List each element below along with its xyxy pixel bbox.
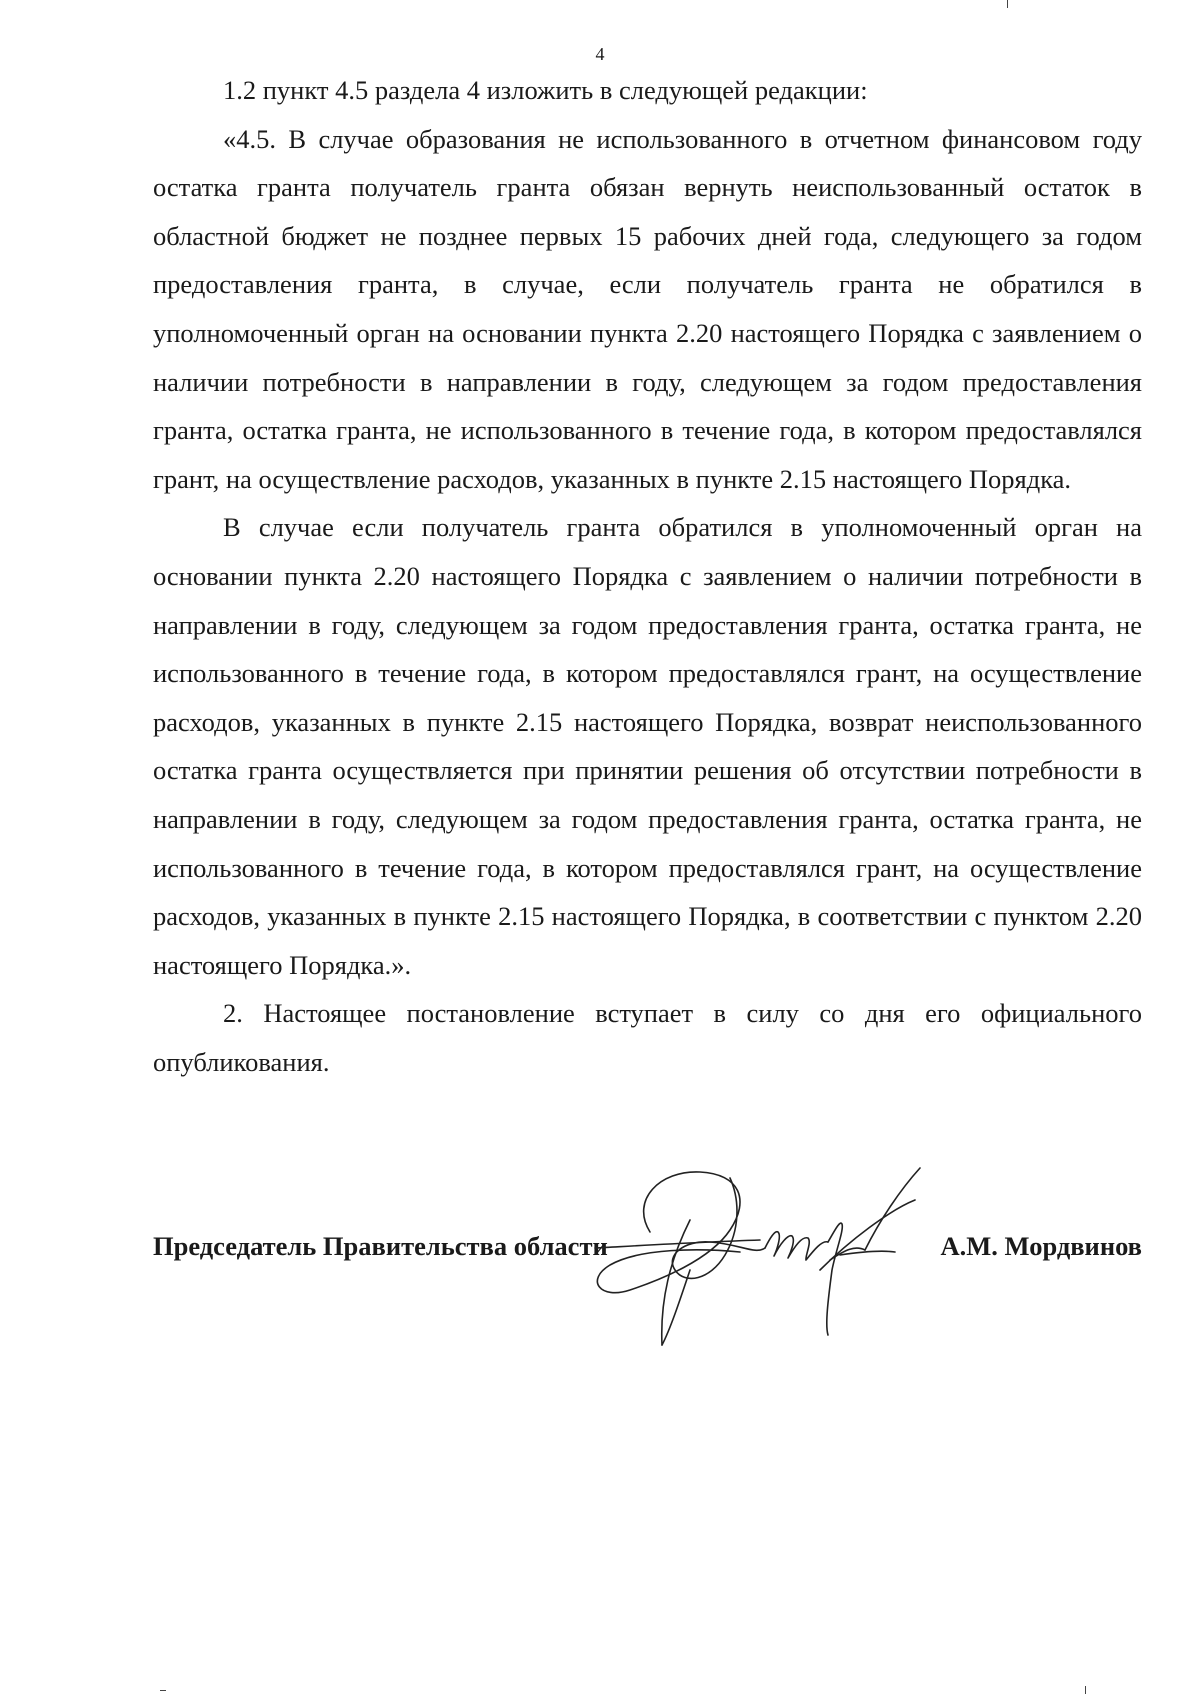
scan-artifact-bottom-right — [1085, 1686, 1086, 1694]
paragraph-amendment-intro: 1.2 пункт 4.5 раздела 4 изложить в следующей редакции: — [223, 75, 868, 105]
paragraph-entry-into-force: 2. Настоящее постановление вступает в силу со дня его официального опубликования. — [153, 998, 1142, 1077]
signatory-position: Председатель Правительства области — [153, 1231, 608, 1261]
page-number: 4 — [595, 44, 605, 64]
scan-artifact-top — [1007, 0, 1008, 8]
signatory-name: А.М. Мордвинов — [940, 1231, 1142, 1261]
paragraph-clause-4-5: «4.5. В случае образования не использованного в отчетном финансовом году остатка гранта получатель гранта обязан вернуть неиспользованный остаток в областной бюджет не позднее первых 15 рабочих дней года, следующего за годом предоставления гранта, в случае, если получатель гранта не обратился в уполномоченный орган на основании пункта 2.20 настоящего Порядка с заявлением о наличии потребности в направлении в году, следующем за годом предоставления гранта, остатка гранта, не использованного в течение года, в котором предоставлялся грант, на осуществление расходов, указанных в пункте 2.15 настоящего Порядка. — [153, 123, 1142, 494]
scan-artifact-bottom-left — [160, 1690, 166, 1691]
paragraph-return-conditions: В случае если получатель гранта обратился в уполномоченный орган на основании пункта 2.20 настоящего Порядка с заявлением о наличии потребности в направлении в году, следующем за годом предоставления гранта, остатка гранта, не использованного в течение года, в котором предоставлялся грант, на осуществление расходов, указанных в пункте 2.15 настоящего Порядка, возврат неиспользованного остатка гранта осуществляется при принятии решения об отсутствии потребности в направлении в году, следующем за годом предоставления гранта, остатка гранта, не использованного в течение года, в котором предоставлялся грант, на осуществление расходов, указанных в пункте 2.15 настоящего Порядка, в соответствии с пунктом 2.20 настоящего Порядка.». — [153, 512, 1142, 980]
handwritten-signature — [590, 1160, 950, 1360]
document-body — [153, 66, 1142, 1086]
